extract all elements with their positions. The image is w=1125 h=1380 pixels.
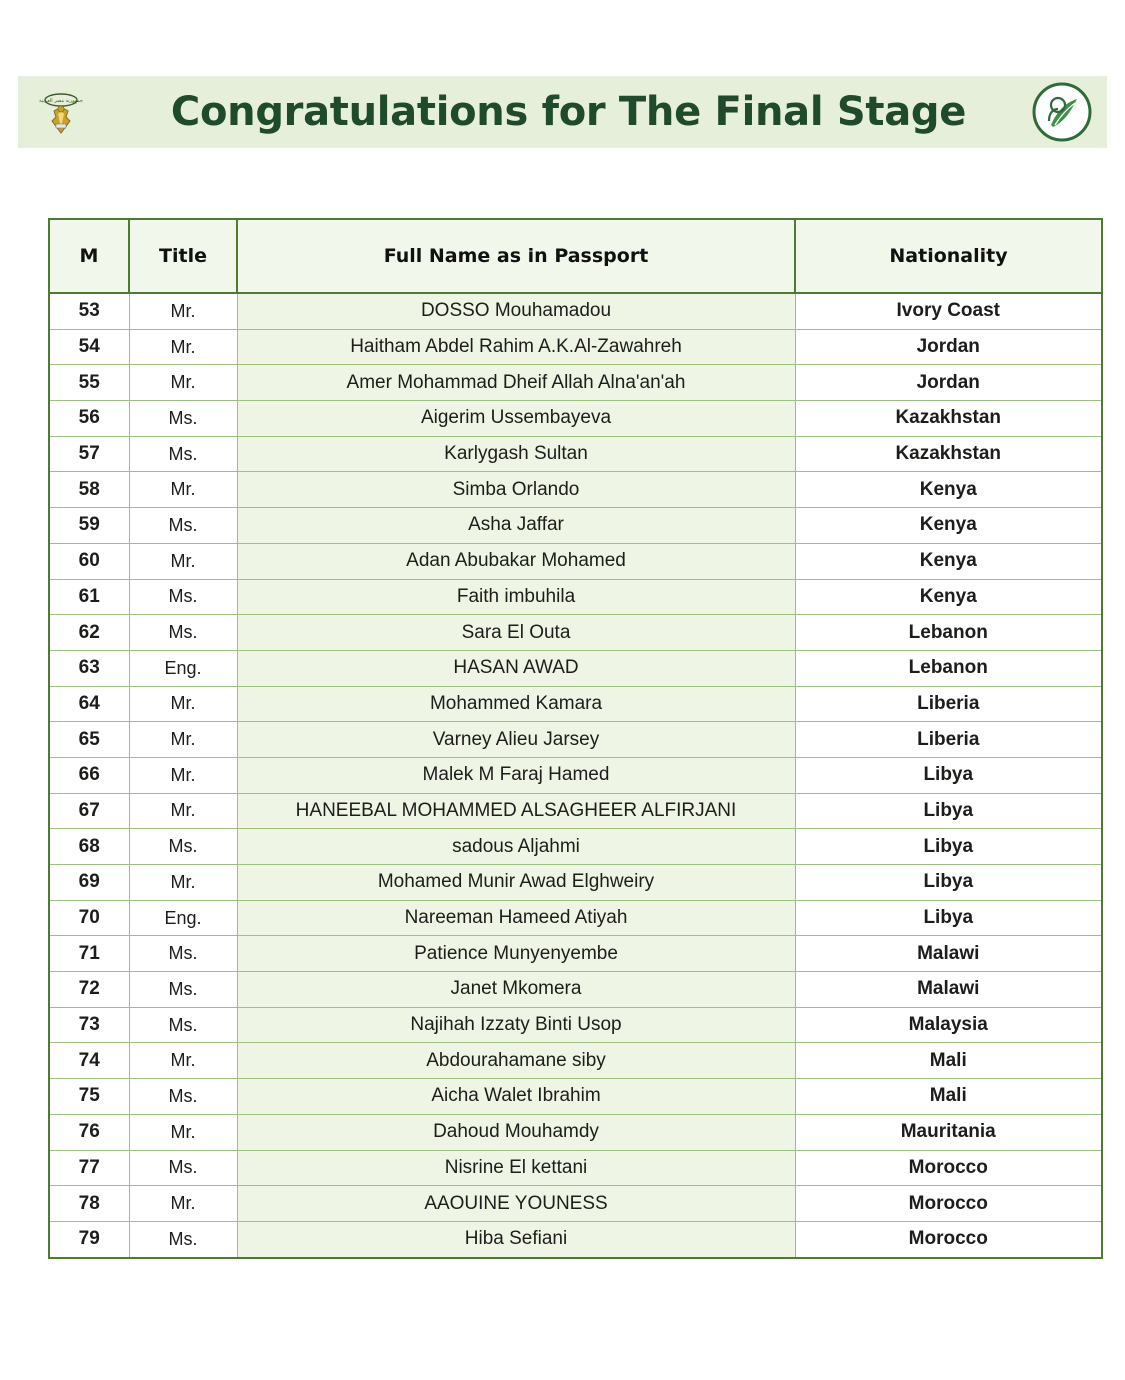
- cell-m: 53: [49, 293, 129, 329]
- cell-nationality: Ivory Coast: [795, 293, 1102, 329]
- cell-m: 74: [49, 1043, 129, 1079]
- cell-full-name: Nareeman Hameed Atiyah: [237, 900, 795, 936]
- table-row: [49, 686, 1102, 722]
- cell-full-name: Aigerim Ussembayeva: [237, 401, 795, 437]
- cell-nationality: Libya: [795, 829, 1102, 865]
- table-row: [49, 1079, 1102, 1115]
- cell-full-name: Dahoud Mouhamdy: [237, 1114, 795, 1150]
- participants-table: [48, 218, 1103, 1259]
- participants-table-container: [48, 218, 1101, 1259]
- table-row: [49, 900, 1102, 936]
- table-row: [49, 829, 1102, 865]
- cell-nationality: Jordan: [795, 365, 1102, 401]
- table-row: [49, 543, 1102, 579]
- table-row: [49, 972, 1102, 1008]
- cell-full-name: Karlygash Sultan: [237, 436, 795, 472]
- cell-title: Ms.: [129, 508, 237, 544]
- cell-title: Ms.: [129, 401, 237, 437]
- cell-nationality: Jordan: [795, 329, 1102, 365]
- cell-full-name: Janet Mkomera: [237, 972, 795, 1008]
- cell-m: 64: [49, 686, 129, 722]
- cell-nationality: Kenya: [795, 508, 1102, 544]
- cell-nationality: Libya: [795, 865, 1102, 901]
- cell-m: 75: [49, 1079, 129, 1115]
- cell-title: Mr.: [129, 793, 237, 829]
- cell-full-name: Adan Abubakar Mohamed: [237, 543, 795, 579]
- cell-m: 57: [49, 436, 129, 472]
- cell-full-name: Najihah Izzaty Binti Usop: [237, 1007, 795, 1043]
- cell-nationality: Morocco: [795, 1221, 1102, 1257]
- cell-m: 62: [49, 615, 129, 651]
- cell-title: Ms.: [129, 579, 237, 615]
- cell-full-name: Haitham Abdel Rahim A.K.Al-Zawahreh: [237, 329, 795, 365]
- cell-full-name: Simba Orlando: [237, 472, 795, 508]
- cell-title: Ms.: [129, 936, 237, 972]
- cell-full-name: Varney Alieu Jarsey: [237, 722, 795, 758]
- table-body: [49, 293, 1102, 1258]
- cell-full-name: Amer Mohammad Dheif Allah Alna'an'ah: [237, 365, 795, 401]
- column-header-m: M: [49, 219, 129, 293]
- cell-m: 61: [49, 579, 129, 615]
- cell-nationality: Liberia: [795, 686, 1102, 722]
- table-row: [49, 436, 1102, 472]
- cell-m: 77: [49, 1150, 129, 1186]
- cell-nationality: Morocco: [795, 1186, 1102, 1222]
- table-row: [49, 936, 1102, 972]
- cell-full-name: Nisrine El kettani: [237, 1150, 795, 1186]
- cell-nationality: Malawi: [795, 972, 1102, 1008]
- table-row: [49, 1007, 1102, 1043]
- cell-title: Mr.: [129, 1043, 237, 1079]
- table-row: [49, 579, 1102, 615]
- cell-nationality: Lebanon: [795, 650, 1102, 686]
- table-row: [49, 293, 1102, 329]
- cell-title: Ms.: [129, 1150, 237, 1186]
- cell-nationality: Kazakhstan: [795, 436, 1102, 472]
- cell-m: 67: [49, 793, 129, 829]
- cell-full-name: HANEEBAL MOHAMMED ALSAGHEER ALFIRJANI: [237, 793, 795, 829]
- table-row: [49, 472, 1102, 508]
- table-row: [49, 865, 1102, 901]
- cell-title: Ms.: [129, 436, 237, 472]
- cell-nationality: Libya: [795, 900, 1102, 936]
- table-row: [49, 365, 1102, 401]
- cell-title: Mr.: [129, 329, 237, 365]
- cell-full-name: Hiba Sefiani: [237, 1221, 795, 1257]
- cell-full-name: Aicha Walet Ibrahim: [237, 1079, 795, 1115]
- table-row: [49, 329, 1102, 365]
- egypt-eagle-emblem-icon: [32, 83, 90, 141]
- cell-full-name: DOSSO Mouhamadou: [237, 293, 795, 329]
- cell-nationality: Morocco: [795, 1150, 1102, 1186]
- cell-m: 68: [49, 829, 129, 865]
- table-row: [49, 1150, 1102, 1186]
- cell-title: Mr.: [129, 293, 237, 329]
- table-row: [49, 1043, 1102, 1079]
- cell-title: Mr.: [129, 757, 237, 793]
- cell-full-name: Faith imbuhila: [237, 579, 795, 615]
- cell-nationality: Malawi: [795, 936, 1102, 972]
- table-row: [49, 722, 1102, 758]
- cell-title: Mr.: [129, 865, 237, 901]
- cell-m: 55: [49, 365, 129, 401]
- table-row: [49, 1221, 1102, 1257]
- cell-full-name: AAOUINE YOUNESS: [237, 1186, 795, 1222]
- cell-full-name: Mohammed Kamara: [237, 686, 795, 722]
- table-row: [49, 615, 1102, 651]
- table-row: [49, 793, 1102, 829]
- cell-m: 76: [49, 1114, 129, 1150]
- cell-nationality: Libya: [795, 757, 1102, 793]
- table-row: [49, 757, 1102, 793]
- column-header-nationality: Nationality: [795, 219, 1102, 293]
- cell-m: 73: [49, 1007, 129, 1043]
- cell-nationality: Kenya: [795, 543, 1102, 579]
- cell-m: 54: [49, 329, 129, 365]
- column-header-title: Title: [129, 219, 237, 293]
- cell-m: 56: [49, 401, 129, 437]
- cell-title: Eng.: [129, 650, 237, 686]
- congratulations-banner: [18, 76, 1107, 148]
- cell-title: Mr.: [129, 472, 237, 508]
- table-header-row: [49, 219, 1102, 293]
- cell-nationality: Libya: [795, 793, 1102, 829]
- banner-title-wrap: [90, 89, 1047, 135]
- cell-m: 65: [49, 722, 129, 758]
- cell-title: Mr.: [129, 686, 237, 722]
- table-row: [49, 650, 1102, 686]
- cell-nationality: Kenya: [795, 579, 1102, 615]
- cell-nationality: Malaysia: [795, 1007, 1102, 1043]
- table-row: [49, 1114, 1102, 1150]
- cell-nationality: Mali: [795, 1043, 1102, 1079]
- cell-title: Ms.: [129, 829, 237, 865]
- cell-m: 71: [49, 936, 129, 972]
- cell-title: Mr.: [129, 722, 237, 758]
- cell-m: 78: [49, 1186, 129, 1222]
- cell-full-name: Mohamed Munir Awad Elghweiry: [237, 865, 795, 901]
- cell-nationality: Kenya: [795, 472, 1102, 508]
- table-row: [49, 508, 1102, 544]
- cell-title: Mr.: [129, 1186, 237, 1222]
- cell-nationality: Mauritania: [795, 1114, 1102, 1150]
- cell-m: 58: [49, 472, 129, 508]
- cell-nationality: Kazakhstan: [795, 401, 1102, 437]
- table-header: [49, 219, 1102, 293]
- cell-title: Ms.: [129, 972, 237, 1008]
- cell-m: 60: [49, 543, 129, 579]
- cell-title: Ms.: [129, 1079, 237, 1115]
- cell-m: 59: [49, 508, 129, 544]
- cell-m: 79: [49, 1221, 129, 1257]
- cell-full-name: Abdourahamane siby: [237, 1043, 795, 1079]
- page-title: Congratulations for The Final Stage: [170, 89, 967, 135]
- cell-m: 66: [49, 757, 129, 793]
- cell-title: Eng.: [129, 900, 237, 936]
- cell-m: 69: [49, 865, 129, 901]
- cell-m: 72: [49, 972, 129, 1008]
- table-row: [49, 401, 1102, 437]
- column-header-full-name: Full Name as in Passport: [237, 219, 795, 293]
- cell-title: Ms.: [129, 1007, 237, 1043]
- cell-full-name: Patience Munyenyembe: [237, 936, 795, 972]
- svg-text:جمهورية مصر العربية: جمهورية مصر العربية: [39, 98, 83, 104]
- cell-nationality: Liberia: [795, 722, 1102, 758]
- cell-full-name: sadous Aljahmi: [237, 829, 795, 865]
- cell-m: 63: [49, 650, 129, 686]
- cell-nationality: Mali: [795, 1079, 1102, 1115]
- cell-m: 70: [49, 900, 129, 936]
- table-row: [49, 1186, 1102, 1222]
- cell-full-name: Malek M Faraj Hamed: [237, 757, 795, 793]
- cell-title: Mr.: [129, 543, 237, 579]
- cell-full-name: Asha Jaffar: [237, 508, 795, 544]
- cell-title: Ms.: [129, 1221, 237, 1257]
- cell-title: Mr.: [129, 1114, 237, 1150]
- cell-nationality: Lebanon: [795, 615, 1102, 651]
- cell-full-name: HASAN AWAD: [237, 650, 795, 686]
- cell-title: Mr.: [129, 365, 237, 401]
- cell-full-name: Sara El Outa: [237, 615, 795, 651]
- cell-title: Ms.: [129, 615, 237, 651]
